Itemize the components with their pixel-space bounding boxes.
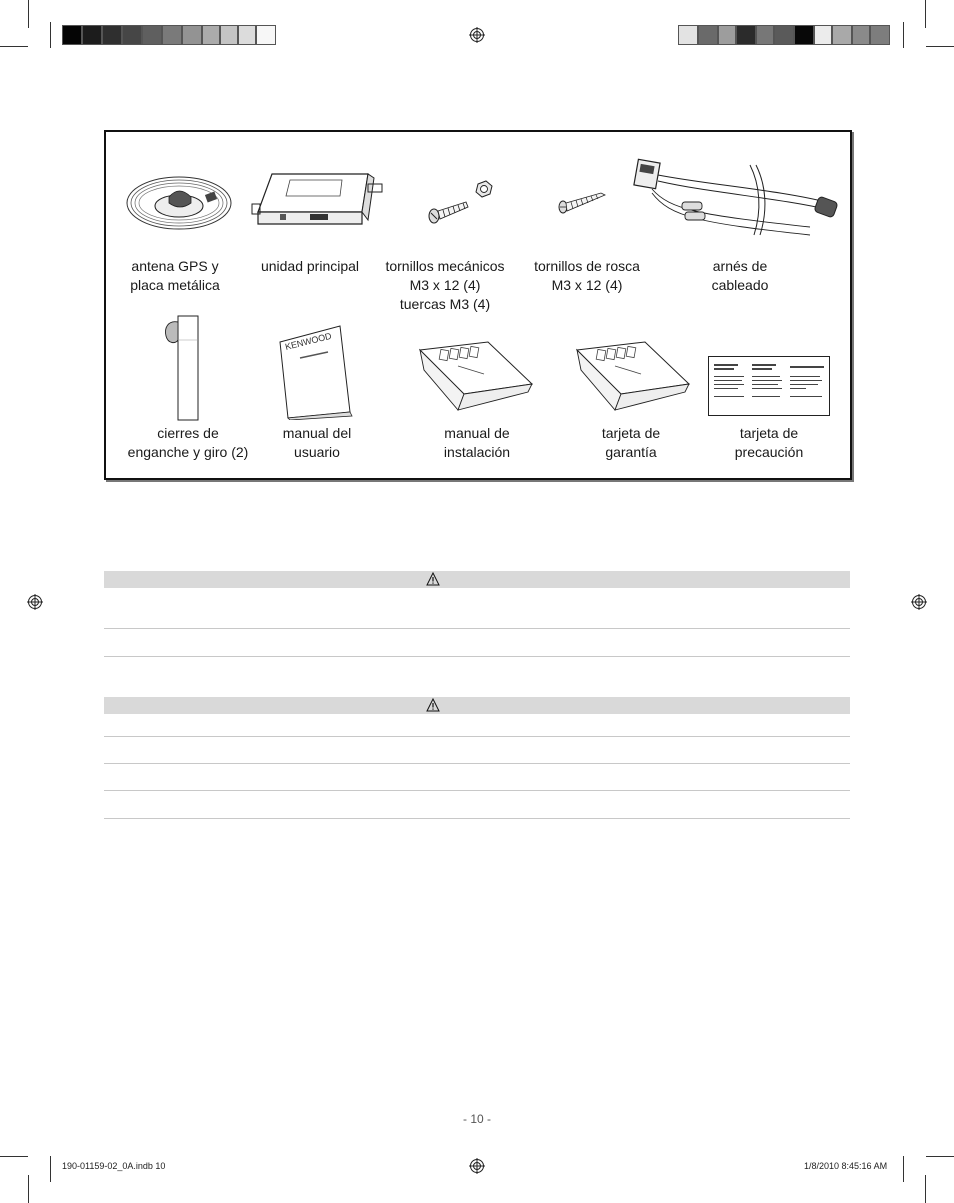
registration-mark-right [911,594,927,610]
warning-header-bar-2 [104,697,850,714]
main-unit-illustration [250,170,390,232]
table-rule [104,790,850,791]
table-rule [104,736,850,737]
label-owners-manual: manual del usuario [282,425,352,460]
table-rule [104,818,850,819]
machine-screws-nuts-illustration [420,175,500,230]
label-warranty-card: tarjeta de garantía [601,425,661,460]
label-gps-antenna: antena GPS y placa metálica [130,258,220,293]
fasteners-illustration [158,314,204,422]
date-slug: 1/8/2010 8:45:16 AM [804,1161,888,1171]
registration-mark-left [27,594,43,610]
owners-manual-brand-text: KENWOOD [284,330,333,352]
table-rule [104,628,850,629]
warning-triangle-icon [426,572,440,586]
label-installation-manual: manual de instalación [443,425,511,460]
label-wiring-harness: arnés de cableado [711,258,769,293]
warning-header-bar-1 [104,571,850,588]
installation-manual-illustration [418,340,536,412]
label-tapping-screws: tornillos de rosca M3 x 12 (4) [534,258,640,293]
registration-mark-top [469,27,485,43]
label-caution-card: tarjeta de precaución [734,425,804,460]
gps-antenna-illustration [122,165,237,235]
warranty-card-illustration [575,340,693,412]
owners-manual-illustration [270,322,355,420]
registration-mark-bottom [469,1158,485,1174]
label-fasteners: cierres de enganche y giro (2) [127,425,249,460]
label-machine-screws: tornillos mecánicos M3 x 12 (4) tuercas M3 (4) [385,258,505,312]
table-rule [104,763,850,764]
warning-triangle-icon [426,698,440,712]
wiring-harness-illustration [630,155,845,240]
caution-card-illustration [708,356,830,416]
page-number: - 10 - [462,1112,491,1126]
tapping-screws-illustration [555,185,610,220]
label-main-unit: unidad principal [260,258,360,274]
table-rule [104,656,850,657]
file-slug: 190-01159-02_0A.indb 10 [62,1161,166,1171]
